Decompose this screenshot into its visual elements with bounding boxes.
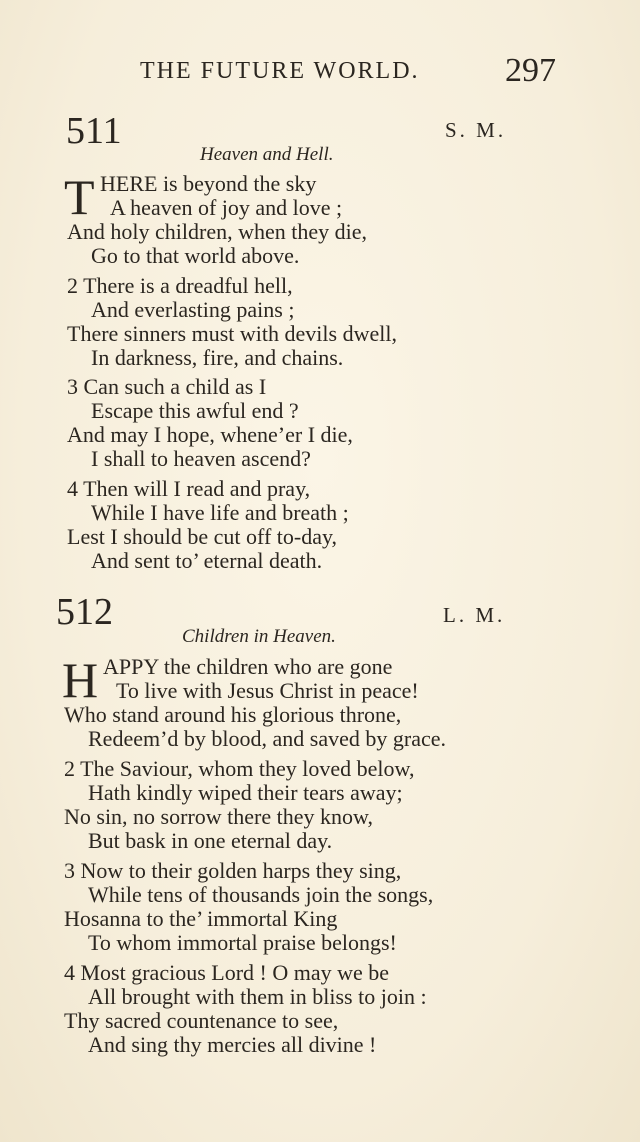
verse-line: No sin, no sorrow there they know, <box>64 804 373 829</box>
verse-line: Go to that world above. <box>91 243 300 268</box>
verse-line: And sing thy mercies all divine ! <box>88 1032 377 1057</box>
verse-line: APPY the children who are gone <box>103 654 393 679</box>
hymn-meter: L. M. <box>443 603 506 627</box>
hymn-title: Children in Heaven. <box>182 626 336 647</box>
drop-cap: H <box>62 652 99 708</box>
verse-line: 3 Now to their golden harps they sing, <box>64 858 402 883</box>
hymn-number: 511 <box>66 110 122 152</box>
verse-line: To whom immortal praise belongs! <box>88 930 397 955</box>
verse-line: HERE is beyond the sky <box>100 171 317 196</box>
verse-line: And sent to’ eternal death. <box>91 548 323 573</box>
running-head: THE FUTURE WORLD. <box>140 58 420 84</box>
verse-line: 2 There is a dreadful hell, <box>67 273 293 298</box>
verse-line: But bask in one eternal day. <box>88 828 333 853</box>
verse-line: 3 Can such a child as I <box>67 374 267 399</box>
verse-line: Hosanna to the’ immortal King <box>64 906 338 931</box>
verse-line: While tens of thousands join the songs, <box>88 882 434 907</box>
verse-line: Who stand around his glorious throne, <box>64 702 402 727</box>
verse-line: And may I hope, whene’er I die, <box>67 422 353 447</box>
verse-line: All brought with them in bliss to join : <box>88 984 427 1009</box>
page-number: 297 <box>505 52 556 89</box>
hymn-meter: S. M. <box>445 118 507 142</box>
verse-line: 2 The Saviour, whom they loved below, <box>64 756 415 781</box>
verse-line: Thy sacred countenance to see, <box>64 1008 339 1033</box>
verse-line: And holy children, when they die, <box>67 219 367 244</box>
verse-line: Lest I should be cut off to-day, <box>67 524 338 549</box>
verse-line: A heaven of joy and love ; <box>110 195 343 220</box>
verse-line: 4 Then will I read and pray, <box>67 476 311 501</box>
verse-line: In darkness, fire, and chains. <box>91 345 344 370</box>
verse-line: There sinners must with devils dwell, <box>67 321 397 346</box>
verse-line: While I have life and breath ; <box>91 500 349 525</box>
verse-line: I shall to heaven ascend? <box>91 446 311 471</box>
verse-line: Hath kindly wiped their tears away; <box>88 780 403 805</box>
verse-line: Escape this awful end ? <box>91 398 299 423</box>
hymn-title: Heaven and Hell. <box>200 144 334 165</box>
drop-cap: T <box>64 169 95 225</box>
hymn-number: 512 <box>56 591 113 633</box>
verse-line: And everlasting pains ; <box>91 297 295 322</box>
verse-line: To live with Jesus Christ in peace! <box>116 678 419 703</box>
verse-line: Redeem’d by blood, and saved by grace. <box>88 726 446 751</box>
verse-line: 4 Most gracious Lord ! O may we be <box>64 960 390 985</box>
